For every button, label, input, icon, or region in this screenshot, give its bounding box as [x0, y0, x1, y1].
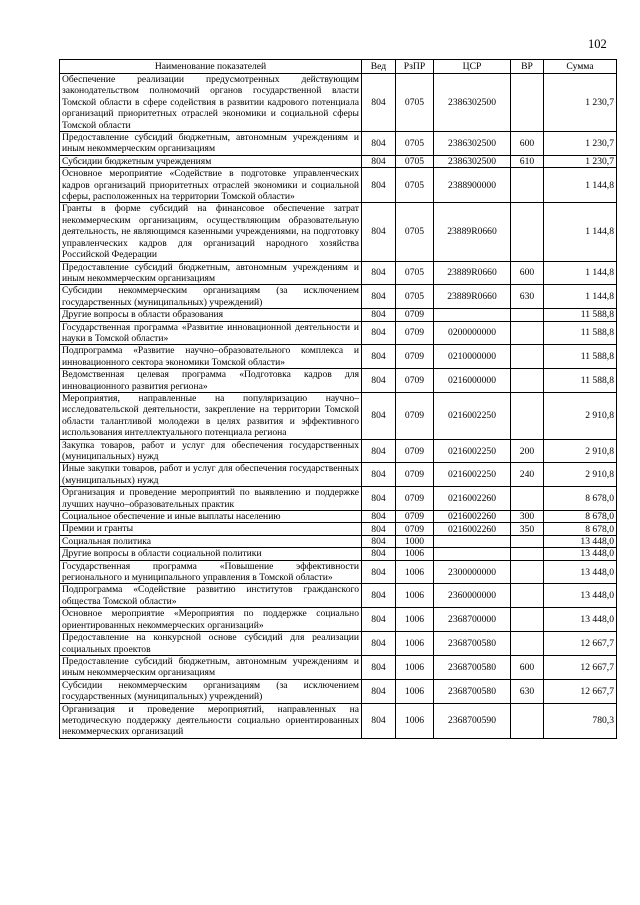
cell-name: Премии и гранты	[60, 523, 362, 535]
cell-name: Предоставление на конкурсной основе субсидий для реализации социальных проектов	[60, 632, 362, 656]
cell-name: Субсидии некоммерческим организациям (за исключением государственных (муниципальных) учреждений)	[60, 285, 362, 309]
cell-sum: 13 448,0	[544, 608, 617, 632]
cell-rzpr: 1006	[396, 679, 434, 703]
cell-vr	[511, 584, 544, 608]
cell-sum: 12 667,7	[544, 655, 617, 679]
table-row	[60, 74, 617, 132]
table-row	[60, 487, 617, 511]
cell-csr: 0216002260	[434, 487, 511, 511]
cell-csr: 2386302500	[434, 132, 511, 156]
cell-ved: 804	[362, 369, 396, 393]
cell-rzpr: 0709	[396, 309, 434, 321]
cell-name: Основное мероприятие «Содействие в подготовке управленческих кадров организаций приоритетных отраслей экономики и социальной сферы, расположенных на территории Томской области»	[60, 168, 362, 203]
cell-ved: 804	[362, 285, 396, 309]
cell-rzpr: 0709	[396, 321, 434, 345]
table-row	[60, 463, 617, 487]
table-row	[60, 511, 617, 523]
cell-sum: 1 144,8	[544, 285, 617, 309]
cell-sum: 12 667,7	[544, 632, 617, 656]
cell-sum: 12 667,7	[544, 679, 617, 703]
cell-vr: 600	[511, 655, 544, 679]
cell-csr	[434, 548, 511, 560]
cell-sum: 1 230,7	[544, 74, 617, 132]
cell-csr: 0216002260	[434, 511, 511, 523]
cell-sum: 11 588,8	[544, 309, 617, 321]
cell-csr: 2386302500	[434, 74, 511, 132]
table-row	[60, 155, 617, 167]
table-row	[60, 132, 617, 156]
cell-vr	[511, 345, 544, 369]
table-row	[60, 608, 617, 632]
cell-name: Подпрограмма «Содействие развитию институтов гражданского общества Томской области»	[60, 584, 362, 608]
cell-sum: 1 144,8	[544, 261, 617, 285]
cell-sum: 2 910,8	[544, 392, 617, 439]
cell-csr: 2368700580	[434, 655, 511, 679]
cell-rzpr: 1006	[396, 584, 434, 608]
cell-rzpr: 0705	[396, 261, 434, 285]
cell-rzpr: 1006	[396, 632, 434, 656]
table-row	[60, 369, 617, 393]
cell-name: Государственная программа «Развитие инновационной деятельности и науки в Томской области»	[60, 321, 362, 345]
cell-name: Ведомственная целевая программа «Подготовка кадров для инновационного развития региона»	[60, 369, 362, 393]
cell-sum: 2 910,8	[544, 463, 617, 487]
cell-name: Организация и проведение мероприятий по выявлению и поддержке лучших научно–образовательных практик	[60, 487, 362, 511]
cell-vr: 600	[511, 261, 544, 285]
table-row	[60, 703, 617, 738]
cell-vr	[511, 309, 544, 321]
cell-rzpr: 0709	[396, 439, 434, 463]
cell-csr	[434, 535, 511, 547]
cell-csr: 0216002250	[434, 439, 511, 463]
cell-sum: 8 678,0	[544, 511, 617, 523]
cell-vr: 610	[511, 155, 544, 167]
cell-ved: 804	[362, 548, 396, 560]
cell-name: Социальная политика	[60, 535, 362, 547]
cell-ved: 804	[362, 703, 396, 738]
cell-ved: 804	[362, 487, 396, 511]
cell-rzpr: 0709	[396, 463, 434, 487]
cell-ved: 804	[362, 439, 396, 463]
cell-rzpr: 1000	[396, 535, 434, 547]
cell-name: Другие вопросы в области образования	[60, 309, 362, 321]
cell-ved: 804	[362, 511, 396, 523]
cell-ved: 804	[362, 655, 396, 679]
cell-rzpr: 0709	[396, 392, 434, 439]
table-row	[60, 321, 617, 345]
table-row	[60, 679, 617, 703]
header-ved: Вед	[362, 60, 396, 74]
cell-rzpr: 1006	[396, 608, 434, 632]
table-row	[60, 548, 617, 560]
cell-vr: 200	[511, 439, 544, 463]
cell-csr: 2300000000	[434, 560, 511, 584]
cell-sum: 11 588,8	[544, 345, 617, 369]
cell-csr: 2368700590	[434, 703, 511, 738]
cell-sum: 1 144,8	[544, 203, 617, 261]
page-number: 102	[588, 37, 607, 51]
header-row	[60, 60, 617, 74]
cell-vr	[511, 168, 544, 203]
cell-csr: 23889R0660	[434, 203, 511, 261]
cell-csr: 2386302500	[434, 155, 511, 167]
table-body	[60, 74, 617, 739]
cell-csr: 0216002260	[434, 523, 511, 535]
cell-ved: 804	[362, 463, 396, 487]
cell-csr: 2368700580	[434, 679, 511, 703]
cell-ved: 804	[362, 584, 396, 608]
cell-ved: 804	[362, 632, 396, 656]
cell-sum: 2 910,8	[544, 439, 617, 463]
cell-csr: 23889R0660	[434, 285, 511, 309]
budget-table	[59, 59, 617, 739]
cell-vr	[511, 203, 544, 261]
cell-sum: 11 588,8	[544, 369, 617, 393]
cell-sum: 13 448,0	[544, 535, 617, 547]
table-row	[60, 261, 617, 285]
header-rzpr: РзПР	[396, 60, 434, 74]
cell-ved: 804	[362, 203, 396, 261]
cell-ved: 804	[362, 560, 396, 584]
cell-name: Подпрограмма «Развитие научно–образовательного комплекса и инновационного сектора экономики Томской области»	[60, 345, 362, 369]
cell-vr	[511, 392, 544, 439]
cell-csr: 2368700580	[434, 632, 511, 656]
cell-csr: 0216002250	[434, 392, 511, 439]
cell-csr: 2368700000	[434, 608, 511, 632]
cell-rzpr: 1006	[396, 560, 434, 584]
cell-rzpr: 0709	[396, 369, 434, 393]
cell-name: Государственная программа «Повышение эффективности регионального и муниципального управления в Томской области»	[60, 560, 362, 584]
cell-vr: 240	[511, 463, 544, 487]
cell-vr	[511, 535, 544, 547]
cell-vr	[511, 548, 544, 560]
cell-ved: 804	[362, 679, 396, 703]
cell-csr: 0216002250	[434, 463, 511, 487]
table-row	[60, 655, 617, 679]
cell-vr	[511, 321, 544, 345]
cell-rzpr: 0709	[396, 523, 434, 535]
cell-vr	[511, 369, 544, 393]
table-row	[60, 535, 617, 547]
cell-rzpr: 0705	[396, 132, 434, 156]
cell-ved: 804	[362, 535, 396, 547]
cell-name: Иные закупки товаров, работ и услуг для обеспечения государственных (муниципальных) нужд	[60, 463, 362, 487]
table-header	[60, 60, 617, 74]
cell-csr: 2388900000	[434, 168, 511, 203]
table-row	[60, 560, 617, 584]
cell-name: Закупка товаров, работ и услуг для обеспечения государственных (муниципальных) нужд	[60, 439, 362, 463]
cell-vr: 630	[511, 285, 544, 309]
cell-vr: 630	[511, 679, 544, 703]
table-row	[60, 309, 617, 321]
cell-rzpr: 0705	[396, 285, 434, 309]
cell-rzpr: 0709	[396, 487, 434, 511]
cell-sum: 8 678,0	[544, 523, 617, 535]
cell-rzpr: 0705	[396, 203, 434, 261]
cell-name: Субсидии бюджетным учреждениям	[60, 155, 362, 167]
cell-sum: 1 230,7	[544, 155, 617, 167]
header-sum: Сумма	[544, 60, 617, 74]
cell-vr	[511, 608, 544, 632]
cell-ved: 804	[362, 309, 396, 321]
cell-name: Гранты в форме субсидий на финансовое обеспечение затрат некоммерческим организациям, осуществляющим образовательную деятельность, не являющимся казенными учреждениями, на подготовку управленческих кадров для организаций народного хозяйства Российской Федерации	[60, 203, 362, 261]
cell-ved: 804	[362, 321, 396, 345]
cell-name: Предоставление субсидий бюджетным, автономным учреждениям и иным некоммерческим организациям	[60, 261, 362, 285]
cell-vr	[511, 487, 544, 511]
cell-rzpr: 1006	[396, 655, 434, 679]
header-csr: ЦСР	[434, 60, 511, 74]
cell-ved: 804	[362, 608, 396, 632]
cell-csr: 2360000000	[434, 584, 511, 608]
cell-ved: 804	[362, 345, 396, 369]
cell-ved: 804	[362, 392, 396, 439]
cell-csr: 0216000000	[434, 369, 511, 393]
table-row	[60, 203, 617, 261]
cell-csr: 23889R0660	[434, 261, 511, 285]
cell-name: Другие вопросы в области социальной политики	[60, 548, 362, 560]
cell-rzpr: 0705	[396, 155, 434, 167]
cell-vr	[511, 560, 544, 584]
header-name: Наименование показателей	[60, 60, 362, 74]
cell-ved: 804	[362, 523, 396, 535]
cell-sum: 8 678,0	[544, 487, 617, 511]
cell-sum: 1 230,7	[544, 132, 617, 156]
cell-vr	[511, 74, 544, 132]
cell-name: Социальное обеспечение и иные выплаты населению	[60, 511, 362, 523]
cell-name: Предоставление субсидий бюджетным, автономным учреждениям и иным некоммерческим организациям	[60, 132, 362, 156]
cell-sum: 11 588,8	[544, 321, 617, 345]
cell-name: Мероприятия, направленные на популяризацию научно–исследовательской деятельности, закрепление на территории Томской области талантливой молодежи в целях развития и эффективного использования интеллектуального потенциала региона	[60, 392, 362, 439]
cell-sum: 13 448,0	[544, 548, 617, 560]
cell-ved: 804	[362, 132, 396, 156]
table-row	[60, 285, 617, 309]
cell-rzpr: 1006	[396, 703, 434, 738]
cell-csr: 0200000000	[434, 321, 511, 345]
table-row	[60, 392, 617, 439]
cell-rzpr: 0705	[396, 168, 434, 203]
cell-name: Основное мероприятие «Мероприятия по поддержке социально ориентированных некоммерческих организаций»	[60, 608, 362, 632]
cell-name: Субсидии некоммерческим организациям (за исключением государственных (муниципальных) учреждений)	[60, 679, 362, 703]
table-row	[60, 523, 617, 535]
cell-ved: 804	[362, 155, 396, 167]
cell-sum: 1 144,8	[544, 168, 617, 203]
cell-name: Организация и проведение мероприятий, направленных на методическую поддержку деятельности социально ориентированных некоммерческих организаций	[60, 703, 362, 738]
cell-rzpr: 0709	[396, 345, 434, 369]
cell-sum: 13 448,0	[544, 560, 617, 584]
cell-rzpr: 1006	[396, 548, 434, 560]
table-row	[60, 168, 617, 203]
cell-name: Обеспечение реализации предусмотренных действующим законодательством полномочий органов государственной власти Томской области в сфере содействия в развитии кадрового потенциала организаций приоритетных отраслей экономики и социальной сферы Томской области	[60, 74, 362, 132]
cell-vr: 350	[511, 523, 544, 535]
table-row	[60, 632, 617, 656]
header-vr: ВР	[511, 60, 544, 74]
cell-vr	[511, 703, 544, 738]
cell-vr: 600	[511, 132, 544, 156]
cell-rzpr: 0705	[396, 74, 434, 132]
table-row	[60, 345, 617, 369]
cell-csr	[434, 309, 511, 321]
cell-csr: 0210000000	[434, 345, 511, 369]
cell-vr: 300	[511, 511, 544, 523]
cell-ved: 804	[362, 168, 396, 203]
cell-ved: 804	[362, 261, 396, 285]
table-row	[60, 584, 617, 608]
cell-vr	[511, 632, 544, 656]
cell-ved: 804	[362, 74, 396, 132]
table-row	[60, 439, 617, 463]
cell-name: Предоставление субсидий бюджетным, автономным учреждениям и иным некоммерческим организациям	[60, 655, 362, 679]
cell-sum: 780,3	[544, 703, 617, 738]
cell-sum: 13 448,0	[544, 584, 617, 608]
cell-rzpr: 0709	[396, 511, 434, 523]
